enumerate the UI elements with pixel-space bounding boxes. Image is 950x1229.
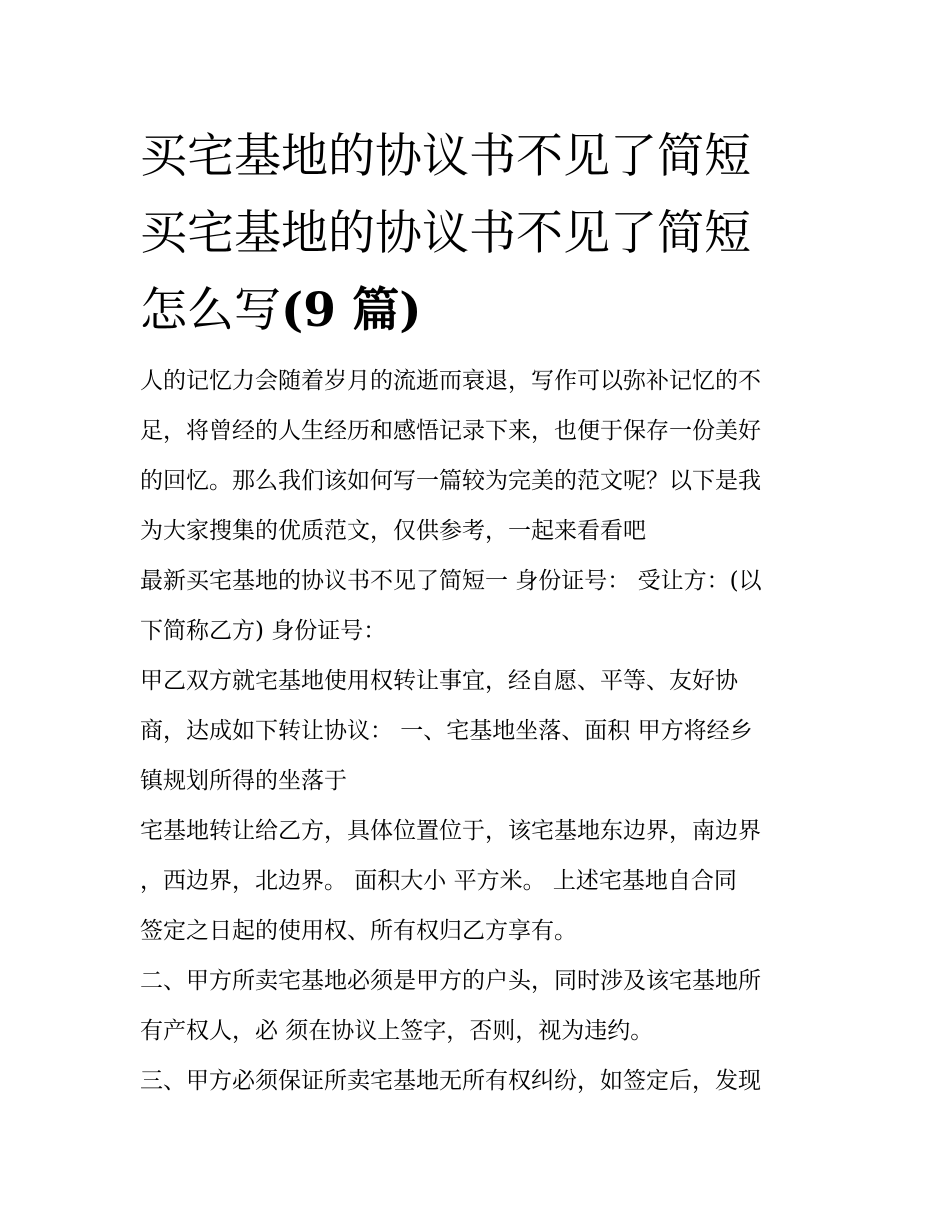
body-line-9: 镇规划所得的坐落于	[140, 768, 347, 794]
document-body	[140, 356, 820, 1106]
body-line-11: ，西边界，北边界。 面积大小 平方米。 上述宅基地自合同	[140, 868, 737, 894]
body-line-15: 三、甲方必须保证所卖宅基地无所有权纠纷，如签定后，发现	[140, 1068, 761, 1094]
body-line-8: 商，达成如下转让协议： 一、宅基地坐落、面积 甲方将经乡	[140, 718, 753, 744]
body-line-2: 足，将曾经的人生经历和感悟记录下来，也便于保存一份美好	[140, 418, 761, 444]
body-line-10: 宅基地转让给乙方，具体位置位于，该宅基地东边界，南边界	[140, 818, 761, 844]
body-line-7: 甲乙双方就宅基地使用权转让事宜，经自愿、平等、友好协	[140, 668, 738, 694]
title-count: (9 篇)	[281, 283, 422, 338]
title-line-2: 买宅基地的协议书不见了简短	[140, 206, 751, 261]
body-line-5: 最新买宅基地的协议书不见了简短一 身份证号： 受让方：(以	[140, 568, 762, 594]
body-line-14: 有产权人，必 须在协议上签字，否则，视为违约。	[140, 1018, 654, 1044]
title-line-3	[140, 272, 820, 349]
body-line-4: 为大家搜集的优质范文，仅供参考，一起来看看吧	[140, 518, 646, 544]
body-line-13: 二、甲方所卖宅基地必须是甲方的户头，同时涉及该宅基地所	[140, 968, 761, 994]
title-line-3-text: 怎么写	[140, 283, 281, 338]
body-line-6: 下简称乙方) 身份证号：	[140, 618, 387, 644]
body-line-12: 签定之日起的使用权、所有权归乙方享有。	[140, 918, 577, 944]
body-line-1: 人的记忆力会随着岁月的流逝而衰退，写作可以弥补记忆的不	[140, 368, 761, 394]
body-line-3: 的回忆。那么我们该如何写一篇较为完美的范文呢？以下是我	[140, 468, 761, 494]
document-title	[140, 118, 820, 349]
title-line-1: 买宅基地的协议书不见了简短	[140, 129, 751, 184]
